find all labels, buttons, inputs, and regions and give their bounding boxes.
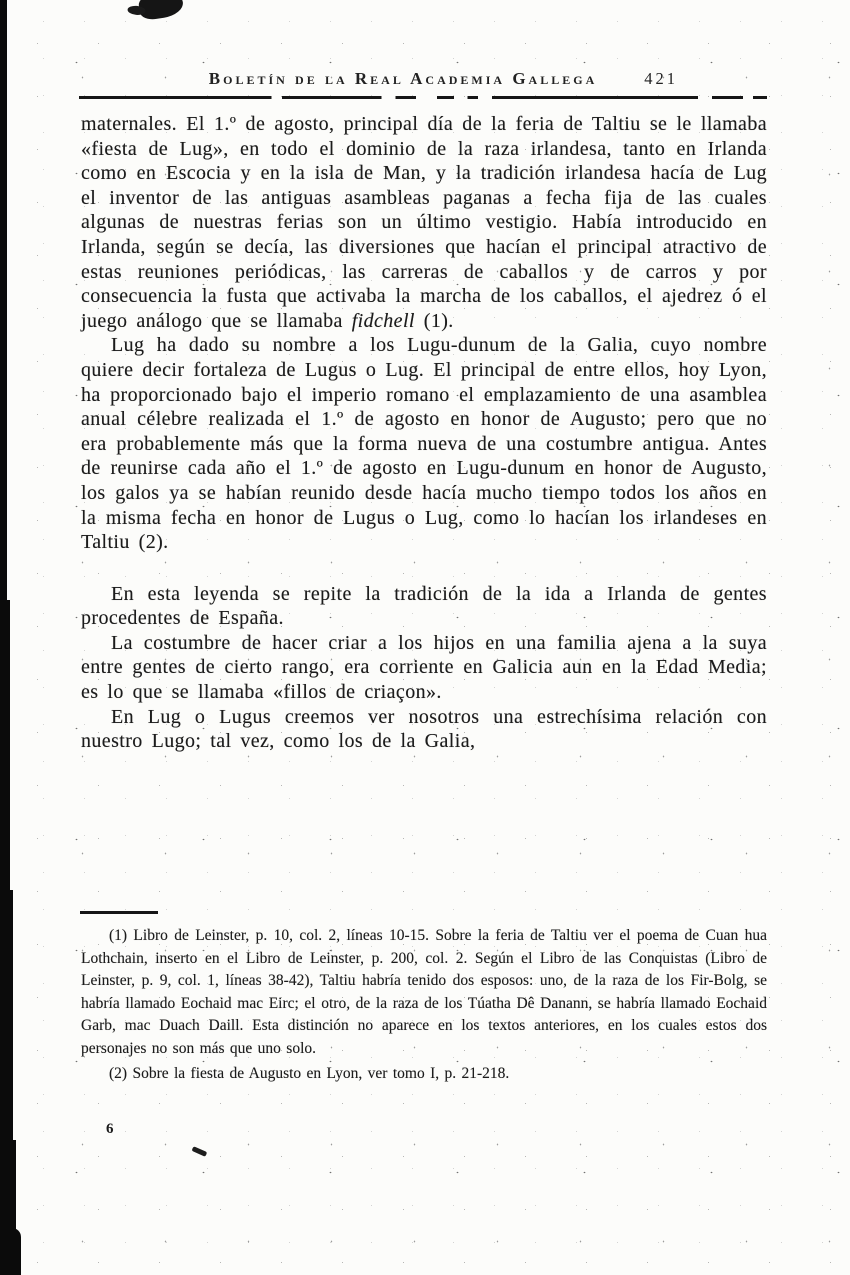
paragraph bbox=[81, 631, 767, 705]
footnote: (1) Libro de Leinster, p. 10, col. 2, líneas 10-15. Sobre la feria de Taltiu ver el poema de Cuan hua Lothchain, inserto en el Libro de Leinster, p. 200, col. 2. Según el Libro de las Conquistas (Libro de Leinster, p. 9, col. 1, líneas 38-42), Taltiu habría tenido dos esposos: uno, de la raza de los Fir-Bolg, se habría llamado Eochaid mac Eirc; el otro, de la raza de los Túatha Dê Danann, se habría llamado Eochaid Garb, mac Duach Daill. Esta distinción no aparece en los textos anteriores, en los cuales estos dos personajes no son más que uno solo. bbox=[81, 927, 767, 1057]
footnotes bbox=[81, 925, 767, 1087]
body-text bbox=[81, 112, 767, 754]
text-run: (1). bbox=[414, 309, 454, 332]
page-header bbox=[80, 69, 766, 93]
text-run: En Lug o Lugus creemos ver nosotros una estrechísima relación con nuestro Lugo; tal vez, como los de la Galia, bbox=[81, 705, 767, 753]
paragraph bbox=[81, 582, 767, 631]
signature-mark: 6 bbox=[106, 1121, 114, 1137]
header-rule bbox=[79, 96, 767, 99]
text-run: Lug ha dado su nombre a los Lugu-dunum de la Galia, cuyo nombre quiere decir fortaleza de Lugus o Lug. El principal de entre ellos, hoy Lyon, ha proporcionado bajo el imperio romano el emplazamiento de una asamblea anual célebre realizada el 1.º de agosto en honor de Augusto; pero que no era probablemente más que la forma nueva de una costumbre antigua. Antes de reunirse cada año el 1.º de agosto en Lugu-dunum en honor de Augusto, los galos ya se habían reunido desde hacía mucho tiempo todos los años en la misma fecha en honor de Lugus o Lug, como lo hacían los irlandeses en Taltiu (2). bbox=[81, 334, 767, 554]
ink-smudge bbox=[137, 0, 185, 21]
text-run: La costumbre de hacer criar a los hijos en una familia ajena a la suya entre gentes de cierto rango, era corriente en Galicia aun en la Edad Media; es lo que se llamaba «fillos de criaçon». bbox=[81, 631, 767, 704]
paragraph bbox=[81, 112, 767, 333]
footnote-separator bbox=[80, 911, 158, 914]
paragraph bbox=[81, 333, 767, 554]
text-run: maternales. El 1.º de agosto, principal día de la feria de Taltiu se le llamaba «fiesta de Lug», en todo el dominio de la raza irlandesa, tanto en Irlanda como en Escocia y en la isla de Man, y la tradición irlandesa hacía de Lug el inventor de las antiguas asambleas paganas a fecha fija de las cuales algunas de nuestras ferias son un último vestigio. Había introducido en Irlanda, según se decía, las diversiones que hacían el principal atractivo de estas reuniones periódicas, las carreras de caballos y de carros y por consecuencia la fusta que activaba la marcha de los caballos, el ajedrez ó el juego análogo que se llamaba bbox=[81, 113, 767, 332]
footnote: (2) Sobre la fiesta de Augusto en Lyon, ver tomo I, p. 21-218. bbox=[109, 1064, 510, 1082]
ink-speck bbox=[192, 1146, 208, 1156]
journal-title: Boletín de la Real Academia Gallega bbox=[208, 69, 598, 88]
paragraph bbox=[81, 705, 767, 754]
italic-term: fidchell bbox=[351, 309, 415, 332]
page-number: 421 bbox=[644, 69, 678, 88]
scan-gutter-shadow bbox=[0, 1228, 21, 1275]
text-run: En esta leyenda se repite la tradición de la ida a Irlanda de gentes procedentes de España. bbox=[81, 582, 767, 630]
